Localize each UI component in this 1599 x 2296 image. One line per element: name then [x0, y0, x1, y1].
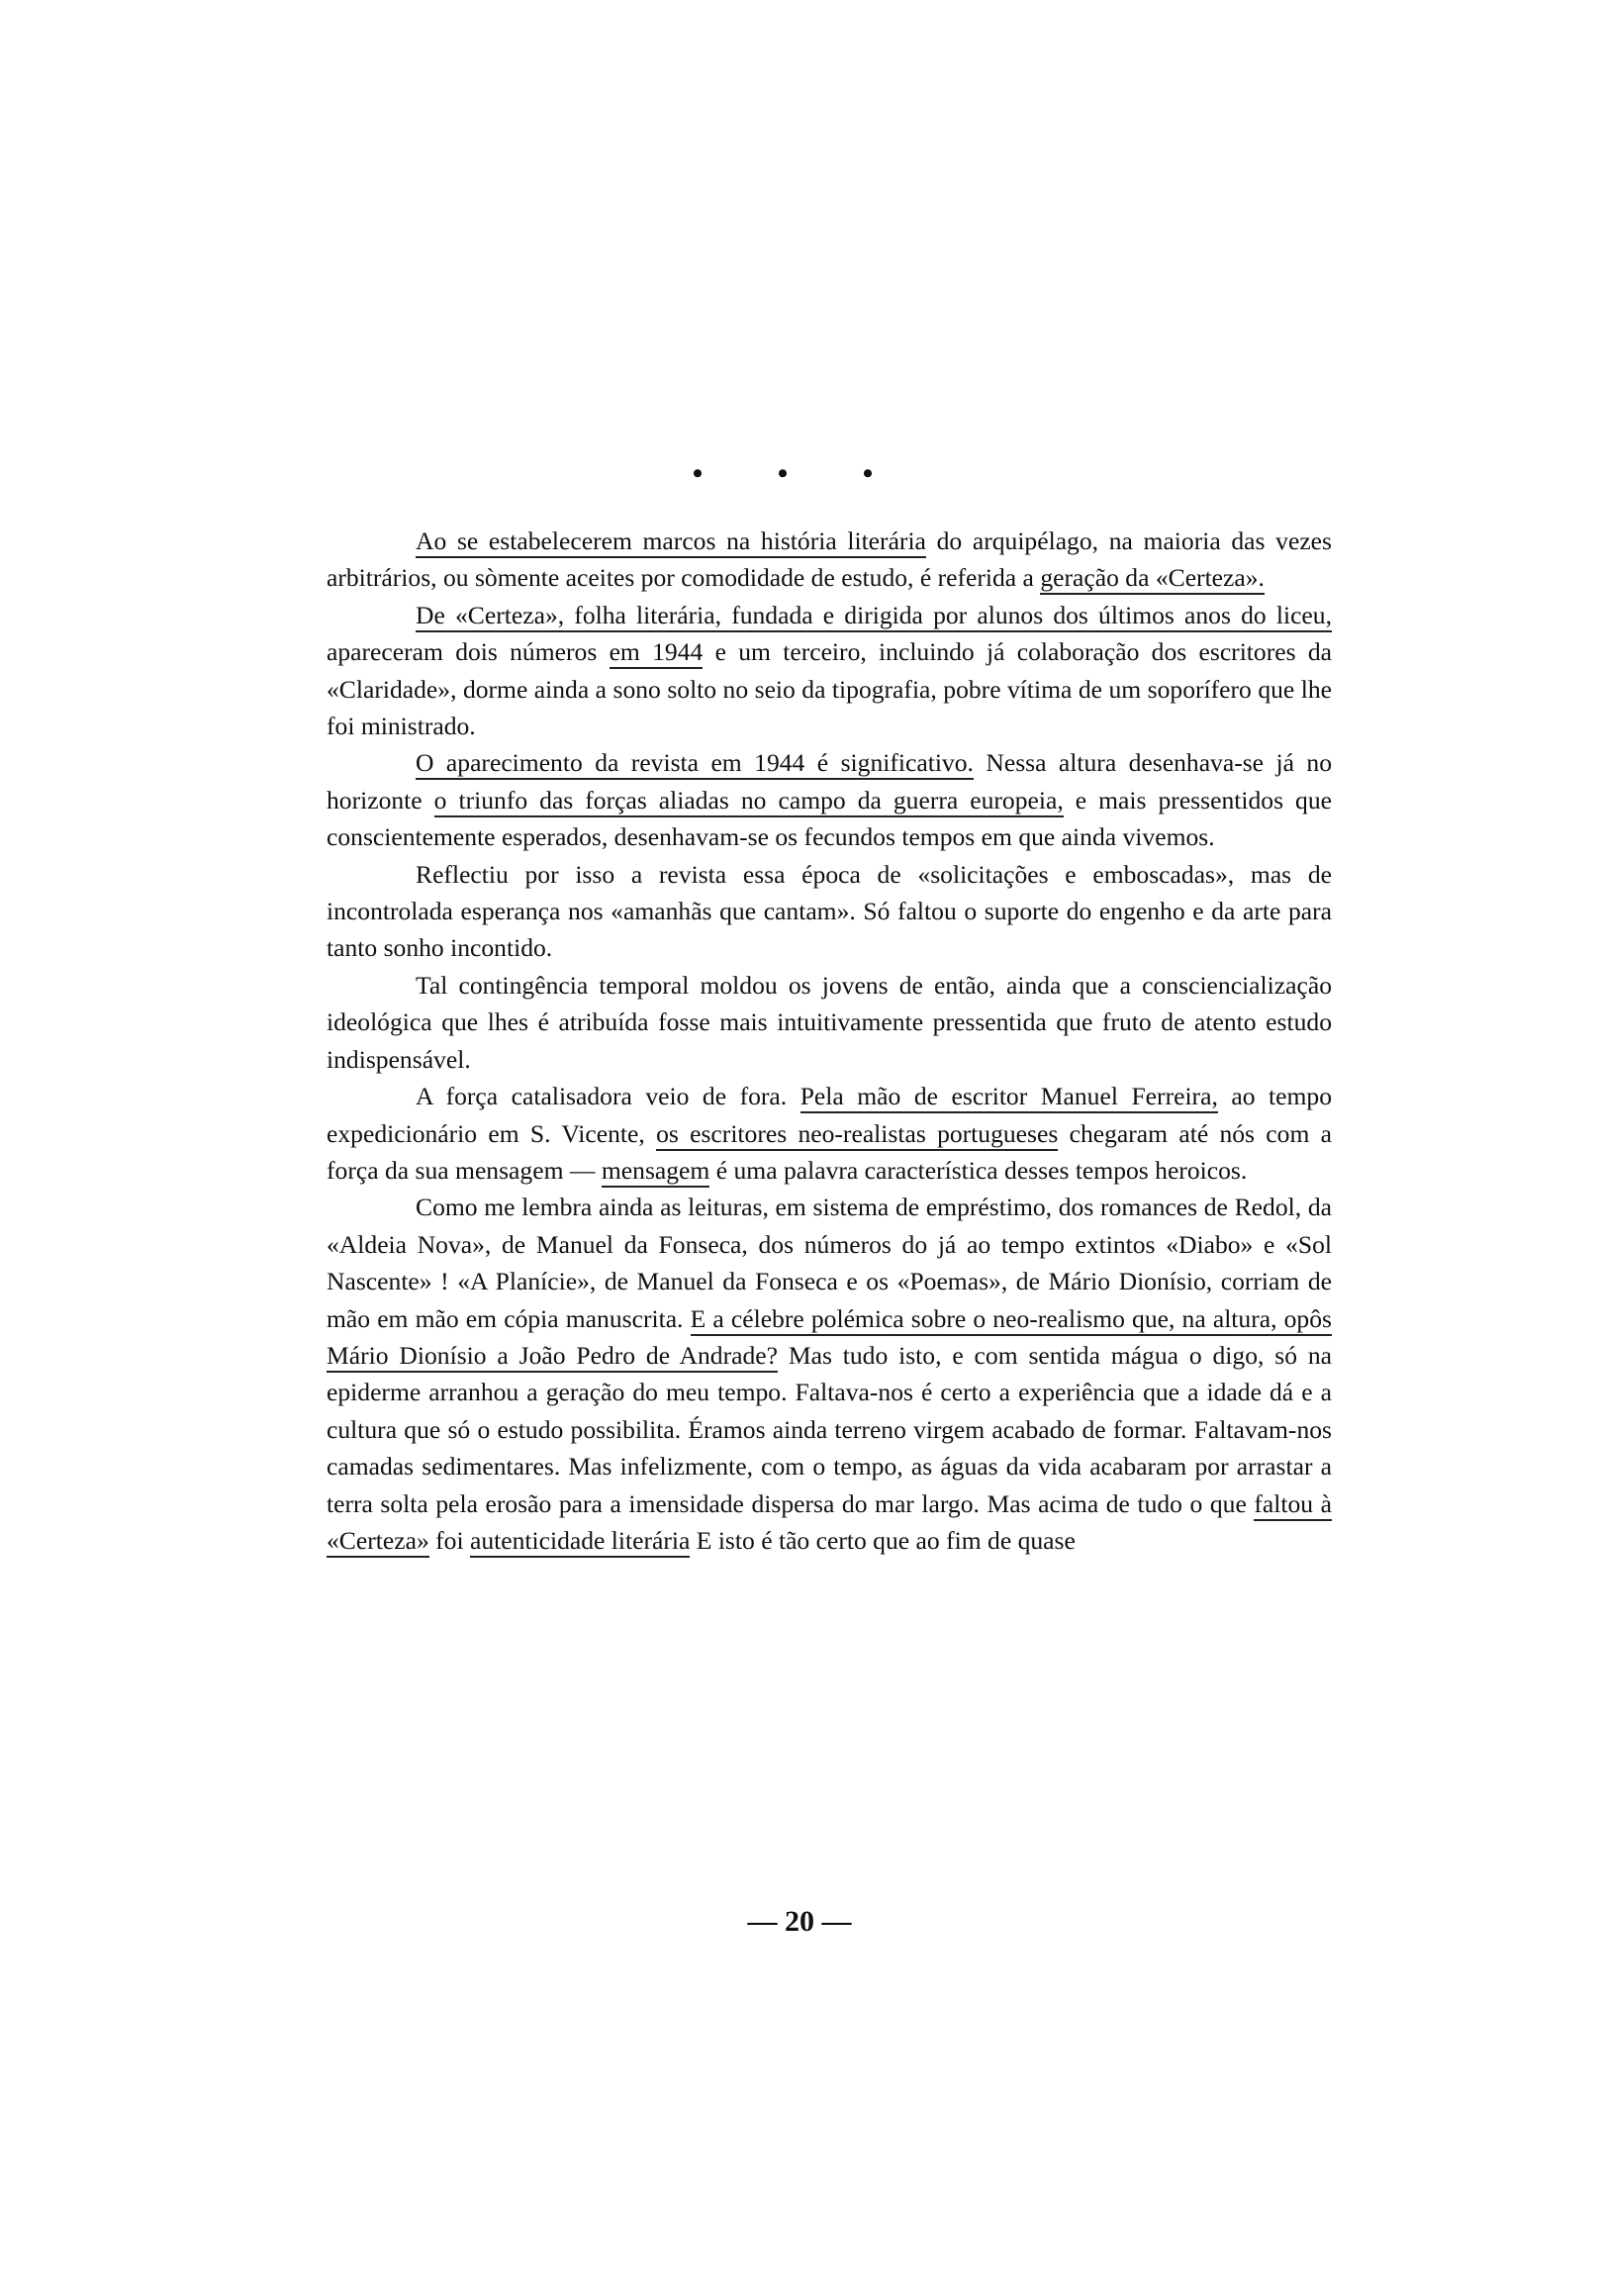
underlined-text: os escritores neo-realistas portugueses	[656, 1119, 1058, 1151]
underlined-text: em 1944	[610, 637, 704, 669]
text-run: do arquipélago, na maioria das vezes arbitrários, ou sòmente aceites por comodidade de estudo, é referida a	[327, 526, 1332, 593]
section-separator: • • •	[692, 457, 907, 490]
paragraph	[327, 1189, 1332, 1559]
page-number: — 20 —	[747, 1905, 852, 1938]
text-run: A força catalisadora veio de fora.	[416, 1082, 800, 1111]
underlined-text: E a célebre polémica sobre o neo-realismo que, na altura, opôs Mário Dionísio a João Pedro de Andrade?	[327, 1304, 1332, 1373]
paragraph	[327, 1078, 1332, 1189]
body-text	[327, 523, 1332, 1559]
underlined-text: Pela mão de escritor Manuel Ferreira,	[800, 1082, 1218, 1113]
text-run: e um terceiro, incluindo já colaboração dos escritores da «Claridade», dorme ainda a sono solto no seio da tipografia, pobre vítima de um soporífero que lhe foi ministrado.	[327, 637, 1332, 741]
underlined-text: o triunfo das forças aliadas no campo da guerra europeia,	[434, 786, 1064, 817]
text-run: Tal contingência temporal moldou os jovens de então, ainda que a consciencialização ideológica que lhes é atribuída fosse mais intuitivamente pressentida que fruto de atento estudo indispensável.	[327, 970, 1332, 1074]
underlined-text: O aparecimento da revista em 1944 é significativo.	[416, 748, 974, 780]
text-run: E isto é tão certo que ao fim de quase	[690, 1525, 1076, 1555]
text-run: apareceram dois números	[327, 637, 610, 667]
paragraph	[327, 967, 1332, 1078]
text-run: Nessa altura desenhava-se já no horizonte	[327, 748, 1332, 814]
underlined-text: Ao se estabelecerem marcos na história literária	[416, 526, 926, 558]
text-run: e mais pressentidos que conscientemente esperados, desenhavam-se os fecundos tempos em que ainda vivemos.	[327, 785, 1332, 852]
text-run: ao tempo expedicionário em S. Vicente,	[327, 1082, 1332, 1148]
text-run: Mas tudo isto, e com sentida mágua o digo, só na epiderme arranhou a geração do meu tempo. Faltava-nos é certo a experiência que a idade dá e a cultura que só o estudo possibilita. Éramos ainda terreno virgem acabado de formar. Faltavam-nos camadas sedimentares. Mas infelizmente, com o tempo, as águas da vida acabaram por arrastar a terra solta pela erosão para a imensidade dispersa do mar largo. Mas acima de tudo o que	[327, 1340, 1333, 1518]
paragraph	[327, 856, 1332, 967]
paragraph	[327, 597, 1332, 745]
underlined-text: geração da «Certeza».	[1040, 563, 1265, 595]
underlined-text: autenticidade literária	[470, 1526, 690, 1558]
text-run: é uma palavra característica desses tempos heroicos.	[709, 1155, 1248, 1185]
underlined-text: De «Certeza», folha literária, fundada e dirigida por alunos dos últimos anos do liceu,	[416, 601, 1332, 632]
text-run: Como me lembra ainda as leituras, em sistema de empréstimo, dos romances de Redol, da «Aldeia Nova», de Manuel da Fonseca, dos números do já ao tempo extintos «Diabo» e «Sol Nascente» ! «A Planície», de Manuel da Fonseca e os «Poemas», de Mário Dionísio, corriam de mão em mão em cópia manuscrita.	[327, 1193, 1332, 1333]
underlined-text: mensagem	[602, 1156, 709, 1188]
text-run: foi	[428, 1525, 470, 1555]
paragraph	[327, 523, 1332, 597]
text-run: chegaram até nós com a força da sua mensagem —	[327, 1118, 1332, 1185]
paragraph	[327, 744, 1332, 855]
text-run: Reflectiu por isso a revista essa época de «solicitações e emboscadas», mas de incontrolada esperança nos «amanhãs que cantam». Só faltou o suporte do engenho e da arte para tanto sonho incontido.	[327, 859, 1332, 963]
underlined-text: faltou à «Certeza»	[327, 1489, 1332, 1558]
